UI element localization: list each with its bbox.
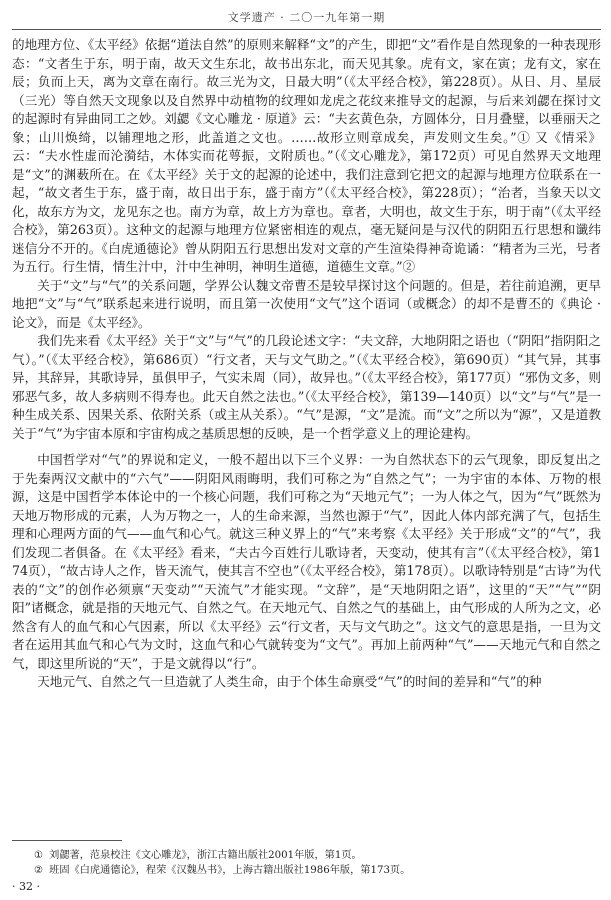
paragraph-5: 天地元气、自然之气一旦造就了人类生命，由于个体生命禀受“气”的时间的差异和“气”的种: [37, 674, 542, 689]
footnote-2: [12, 863, 601, 878]
footnote-1: [12, 848, 601, 863]
footnote-marker: ①: [34, 850, 44, 861]
header-rule: [12, 29, 601, 30]
footnote-marker: ②: [34, 865, 44, 876]
page-number: · 32 ·: [12, 880, 40, 893]
paragraph-4: 中国哲学对“气”的界说和定义，一般不超出以下三个义界：一为自然状态下的云气现象，即反复出之于先秦两汉文献中的“六气”——阴阳风雨晦明，我们可称之为“自然之气”；一为宇宙的本体、万物的根源，这是中国哲学本体论中的一个核心问题，我们可称之为“天地元气”；一为人体之气，因为“气”既然为天地万物形成的元素，人为万物之一，人的生命来源，当然也源于“气”，因此人体内部充满了气，包括生理和心理两方面的气——血气和心气。就这三种义界上的“气”来考察《太平经》关于形成“文”的“气”，我们发现二者俱备。在《太平经》看来，“夫古今百姓行儿歌诗者，天变动，使其有言”（《太平经合校》，第174页），“故古诗人之作，皆天流气，使其言不空也”（《太平经合校》，第178页）。以歌诗特别是“古诗”为代表的“文”的创作必须禀“天变动”“天流气”才能实现。“文辞”，是“天地阴阳之语”，这里的“天”“气”“阴阳”诸概念，就是指的天地元气、自然之气。在天地元气、自然之气的基础上，由气形成的人所为之文，必然含有人的血气和心气因素，所以《太平经》云“行文者，天与文气助之”。这文气的意思是指，一旦为文者在运用其血气和心气为文时，这血气和心气就转变为“文气”。再加上前两种“气”——天地元气和自然之气，即这里所说的“天”，于是文就得以“行”。: [12, 452, 601, 671]
paragraph-2: 关于“文”与“气”的关系问题，学界公认魏文帝曹丕是较早探讨这个问题的。但是，若往前追溯，更早地把“文”与“气”联系起来进行说明，而且第一次使用“文气”这个语词（或概念）的却不是曹丕的《典论 · 论文》，而是《太平经》。: [12, 277, 601, 330]
running-head: 文学遗产 · 二〇一九年第一期: [227, 11, 386, 24]
footnote-text: 班固《白虎通德论》，程荣《汉魏丛书》，上海古籍出版社1986年版，第173页。: [49, 865, 411, 876]
footnote-rule: [12, 840, 122, 841]
paragraph-3: 我们先来看《太平经》关于“文”与“气”的几段论述文字：“夫文辞，大地阴阳之语也（“阴阳”指阴阳之气）。”（《太平经合校》，第686页）“行文者，天与文气助之。”（《太平经合校》，第690页）“其气异，其事异，其辞异，其歌诗异，虽俱甲子，气实未周（同），故异也。”（《太平经合校》，第177页）“邪伪文多，则邪恶气多，故人多病则不得寿也。此天自然之法也。”（《太平经合校》，第139—140页）以“文”与“气”是一种生成关系、因果关系、依附关系（或主从关系）。“气”是源，“文”是流。而“文”之所以为“源”，又是道教关于“气”为宇宙本原和宇宙构成之基质思想的反映，是一个哲学意义上的理论建构。: [12, 333, 601, 441]
article-body: [12, 36, 601, 692]
footnotes: [12, 848, 601, 878]
paragraph-1: 的地理方位、《太平经》依据“道法自然”的原则来解释“文”的产生，即把“文”看作是自然现象的一种表现形态：“文者生于东，明于南，故天文生东北，故书出东北，而天见其象。虎有文，家在寅；龙有文，家在辰；负而上天，离为文章在南行。故三光为文，日最大明”（《太平经合校》，第228页）。从日、月、星辰（三光）等自然天文现象以及自然界中动植物的纹理如龙虎之花纹来推导文的起源，与后来刘勰在探讨文的起源时有异曲同工之妙。刘勰《文心雕龙 · 原道》云：“夫玄黄色杂，方圆体分，日月叠璧，以垂丽天之象；山川焕绮，以铺理地之形，此盖道之文也。……故形立则章成矣，声发则文生矣。”① 又《情采》云：“夫水性虚而沦漪结，木体实而花萼振，文附质也。”（《文心雕龙》，第172页）可见自然界天文地理是“文”的渊薮所在。在《太平经》关于文的起源的论述中，我们注意到它把文的起源与地理方位联系在一起，“故文者生于东，盛于南，故日出于东，盛于南方”（《太平经合校》，第228页）；“治者，当象天以文化，故东方为文，龙见东之也。南方为章，故上方为章也。章者，大明也，故文生于东，明于南”（《太平经合校》，第263页）。这种文的起源与地理方位紧密相连的观点，毫无疑问是与汉代的阴阳五行思想和谶纬迷信分不开的。《白虎通德论》曾从阴阳五行思想出发对文章的产生渲染得神奇诡谲：“精者为三光，号者为五行。行生情，情生汁中，汁中生神明，神明生道德，道德生文章。”②: [12, 37, 601, 274]
footnote-text: 刘勰著，范泉校注《文心雕龙》，浙江古籍出版社2001年版，第1页。: [49, 850, 362, 861]
